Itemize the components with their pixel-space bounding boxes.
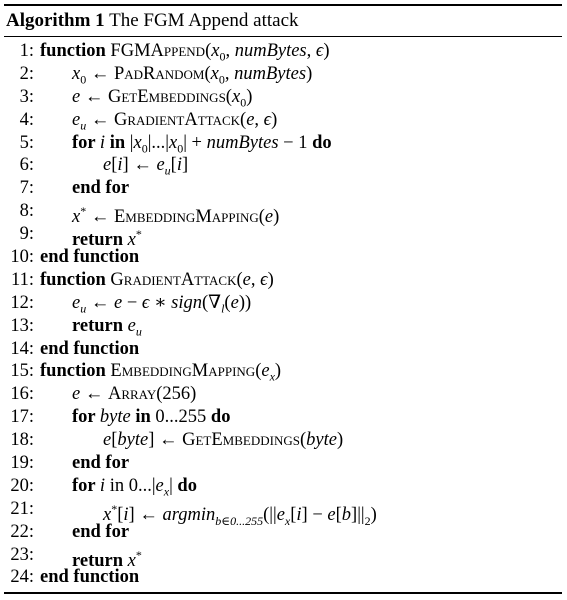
line-number: 7:: [19, 178, 34, 199]
algorithm-line: [4, 498, 562, 528]
code-token: in: [105, 132, 130, 153]
algorithm-line: [4, 86, 562, 109]
code-token: ): [306, 63, 313, 84]
code-token: (: [255, 361, 262, 382]
code-token: *: [111, 501, 118, 516]
algorithm-line: [4, 360, 562, 383]
line-code: [72, 521, 129, 544]
code-token: i: [117, 155, 123, 176]
code-token: end function: [40, 247, 140, 268]
algorithm-line: [4, 475, 562, 498]
code-token: x: [72, 63, 81, 84]
code-token: [: [117, 504, 124, 525]
code-token: u: [164, 164, 171, 179]
code-token: e: [261, 361, 270, 382]
algorithm-line: [4, 406, 562, 429]
code-token: 0: [80, 72, 87, 87]
code-token: e: [72, 109, 81, 130]
code-token: *: [135, 227, 142, 242]
line-code: [40, 566, 139, 589]
code-token: e: [155, 475, 164, 496]
line-number: 1:: [19, 41, 34, 61]
code-token: (: [236, 269, 243, 290]
code-token: i: [123, 504, 129, 525]
code-token: EmbeddingMapping: [113, 207, 259, 228]
algorithm-label: Algorithm 1: [6, 10, 105, 31]
line-number: 15:: [10, 361, 34, 382]
line-code: [72, 406, 230, 429]
code-token: end function: [40, 567, 140, 588]
line-number: 8:: [19, 201, 34, 222]
code-token: ϵ: [315, 41, 324, 61]
code-token: ←: [86, 207, 114, 228]
code-token: ] −: [301, 504, 328, 525]
code-token: ←: [80, 86, 108, 107]
algorithm-lines: [4, 37, 562, 589]
code-token: byte: [306, 430, 337, 451]
code-token: ∗: [149, 292, 172, 313]
code-token: [: [335, 504, 342, 525]
line-code: [72, 177, 129, 200]
code-token: ϵ: [260, 269, 268, 290]
code-token: (: [224, 292, 231, 313]
algorithm-line: [4, 63, 562, 86]
code-token: ←: [86, 63, 114, 84]
code-token: ,: [254, 109, 264, 130]
code-token: *: [135, 547, 142, 562]
code-token: e: [113, 292, 123, 313]
code-token: i: [176, 155, 182, 176]
code-token: )): [238, 292, 252, 313]
line-number: 14:: [10, 338, 34, 359]
code-token: in 0...|: [105, 475, 156, 496]
code-token: x: [163, 484, 170, 499]
code-token: ): [370, 504, 377, 525]
code-token: e: [242, 269, 251, 290]
code-token: ,: [250, 269, 261, 290]
line-number: 12:: [10, 292, 34, 313]
algorithm-line: [4, 223, 562, 251]
algorithm-line: [4, 132, 562, 155]
line-code: [72, 452, 129, 475]
code-token: (256): [156, 384, 197, 405]
code-token: (: [204, 63, 211, 84]
code-token: e: [72, 292, 81, 313]
code-token: e: [72, 384, 81, 405]
code-token: Array: [107, 384, 157, 405]
code-token: |...|: [147, 132, 169, 153]
algorithm-line: [4, 40, 562, 63]
line-code: [103, 429, 343, 452]
line-number: 9:: [19, 224, 34, 245]
code-token: GradientAttack: [113, 109, 241, 130]
algorithm-line: [4, 315, 562, 338]
code-token: x: [210, 63, 219, 84]
line-number: 13:: [10, 315, 34, 336]
code-token: for: [72, 132, 100, 153]
line-number: 4:: [19, 109, 34, 130]
algorithm-line: [4, 338, 562, 361]
line-number: 24:: [10, 567, 34, 588]
code-token: x: [284, 513, 291, 528]
code-token: u: [135, 324, 142, 339]
code-token: e: [127, 315, 136, 336]
code-token: byte: [117, 430, 149, 451]
code-token: [: [170, 155, 177, 176]
code-token: argmin: [162, 504, 216, 525]
code-token: ): [274, 361, 282, 382]
algorithm-line: [4, 292, 562, 315]
code-token: [: [290, 504, 297, 525]
code-token: ): [246, 86, 253, 107]
code-token: e: [230, 292, 239, 313]
code-token: do: [177, 475, 197, 496]
code-token: (: [258, 207, 265, 228]
code-token: u: [80, 118, 87, 133]
code-token: (: [205, 41, 212, 61]
code-token: numBytes: [206, 132, 279, 153]
code-token: return: [72, 315, 128, 336]
code-token: return: [72, 550, 128, 571]
code-token: in: [130, 407, 156, 428]
code-token: GradientAttack: [110, 269, 237, 290]
code-token: e: [264, 207, 274, 228]
line-number: 18:: [10, 430, 34, 451]
algorithm-line: [4, 246, 562, 269]
line-number: 6:: [19, 155, 34, 176]
code-token: GetEmbeddings: [182, 430, 300, 451]
code-token: 0: [141, 141, 148, 156]
code-token: − 1: [278, 132, 313, 153]
algorithm-line: [4, 566, 562, 589]
code-token: e: [276, 504, 285, 525]
line-number: 20:: [10, 475, 34, 496]
code-token: ,: [224, 63, 235, 84]
algorithm-line: [4, 521, 562, 544]
code-token: b∈0...255: [215, 513, 264, 528]
code-token: |: [169, 475, 178, 496]
algorithm-line: [4, 177, 562, 200]
line-number: 5:: [19, 132, 34, 153]
line-number: 19:: [10, 453, 34, 474]
code-token: e: [103, 430, 112, 451]
code-token: numBytes: [234, 41, 307, 61]
code-token: ,: [225, 41, 235, 61]
code-token: ): [323, 41, 330, 61]
code-token: for: [72, 475, 100, 496]
code-token: ): [271, 109, 278, 130]
algorithm-title: The FGM Append attack: [109, 10, 299, 31]
line-number: 22:: [10, 521, 34, 542]
code-token: (: [299, 430, 307, 451]
algorithm-header: [4, 6, 562, 37]
line-code: [40, 246, 139, 269]
code-token: ]: [181, 155, 189, 176]
code-token: ←: [80, 384, 108, 405]
code-token: i: [99, 475, 106, 496]
line-number: 11:: [11, 269, 34, 290]
line-number: 16:: [10, 384, 34, 405]
code-token: e: [72, 86, 81, 107]
line-code: [40, 269, 274, 292]
code-token: ] ←: [128, 504, 163, 525]
algorithm-line: [4, 269, 562, 292]
code-token: ,: [306, 41, 316, 61]
line-code: [40, 338, 139, 361]
code-token: return: [72, 230, 128, 251]
code-token: function: [40, 361, 111, 382]
code-token: ←: [86, 109, 114, 130]
line-number: 21:: [10, 498, 34, 519]
code-token: i: [99, 132, 106, 153]
code-token: byte: [99, 407, 131, 428]
code-token: 0: [177, 141, 184, 156]
algorithm-line: [4, 109, 562, 132]
code-token: (∇: [202, 292, 222, 313]
code-token: x: [72, 207, 81, 228]
code-token: x: [127, 230, 136, 251]
code-token: for: [72, 407, 100, 428]
code-token: (||: [263, 504, 277, 525]
code-token: ]||: [351, 504, 365, 525]
algorithm-line: [4, 154, 562, 177]
code-token: ] ←: [148, 430, 183, 451]
code-token: numBytes: [234, 63, 307, 84]
algorithm-line: [4, 429, 562, 452]
code-token: x: [231, 86, 241, 107]
code-token: ϵ: [141, 292, 150, 313]
algorithm-line: [4, 200, 562, 228]
code-token: do: [210, 407, 231, 428]
code-token: FGMAppend: [110, 41, 206, 61]
code-token: EmbeddingMapping: [110, 361, 256, 382]
code-token: 0...255: [155, 407, 211, 428]
code-token: |: [129, 132, 134, 153]
line-code: [72, 383, 196, 406]
algorithm-line: [4, 544, 562, 571]
code-token: 0: [219, 49, 226, 64]
code-token: GetEmbeddings: [107, 86, 226, 107]
code-token: end for: [72, 453, 130, 474]
code-token: x: [103, 504, 112, 525]
code-token: ←: [86, 292, 114, 313]
code-token: function: [40, 41, 111, 61]
code-token: x: [133, 132, 142, 153]
code-token: (: [240, 109, 247, 130]
code-token: 2: [364, 513, 371, 528]
code-token: | +: [183, 132, 207, 153]
code-token: ] ←: [122, 155, 157, 176]
code-token: 0: [240, 95, 247, 110]
code-token: e: [156, 155, 165, 176]
line-number: 10:: [10, 247, 34, 268]
code-token: ϵ: [263, 109, 272, 130]
algorithm-line: [4, 452, 562, 475]
code-token: ): [336, 430, 344, 451]
code-token: end for: [72, 178, 130, 199]
code-token: *: [80, 204, 87, 219]
line-number: 17:: [10, 407, 34, 428]
code-token: −: [122, 292, 142, 313]
code-token: u: [80, 301, 87, 316]
line-number: 3:: [19, 86, 34, 107]
algorithm-box: [4, 4, 562, 594]
code-token: do: [312, 132, 332, 153]
code-token: x: [211, 41, 220, 61]
code-token: x: [168, 132, 178, 153]
code-token: 0: [218, 72, 225, 87]
code-token: x: [269, 370, 275, 385]
code-token: e: [246, 109, 255, 130]
code-token: ): [267, 269, 274, 290]
code-token: i: [296, 504, 302, 525]
code-token: end for: [72, 521, 130, 542]
line-number: 2:: [19, 63, 34, 84]
code-token: PadRandom: [113, 63, 205, 84]
code-token: [: [111, 155, 118, 176]
code-token: e: [103, 155, 112, 176]
line-number: 23:: [10, 544, 34, 565]
code-token: b: [341, 504, 352, 525]
code-token: end function: [40, 338, 140, 359]
code-token: ): [273, 207, 280, 228]
code-token: (: [225, 86, 232, 107]
code-token: l: [221, 301, 225, 316]
code-token: x: [127, 550, 136, 571]
code-token: function: [40, 269, 111, 290]
code-token: sign: [171, 292, 202, 313]
algorithm-line: [4, 383, 562, 406]
code-token: [: [111, 430, 118, 451]
code-token: e: [327, 504, 336, 525]
